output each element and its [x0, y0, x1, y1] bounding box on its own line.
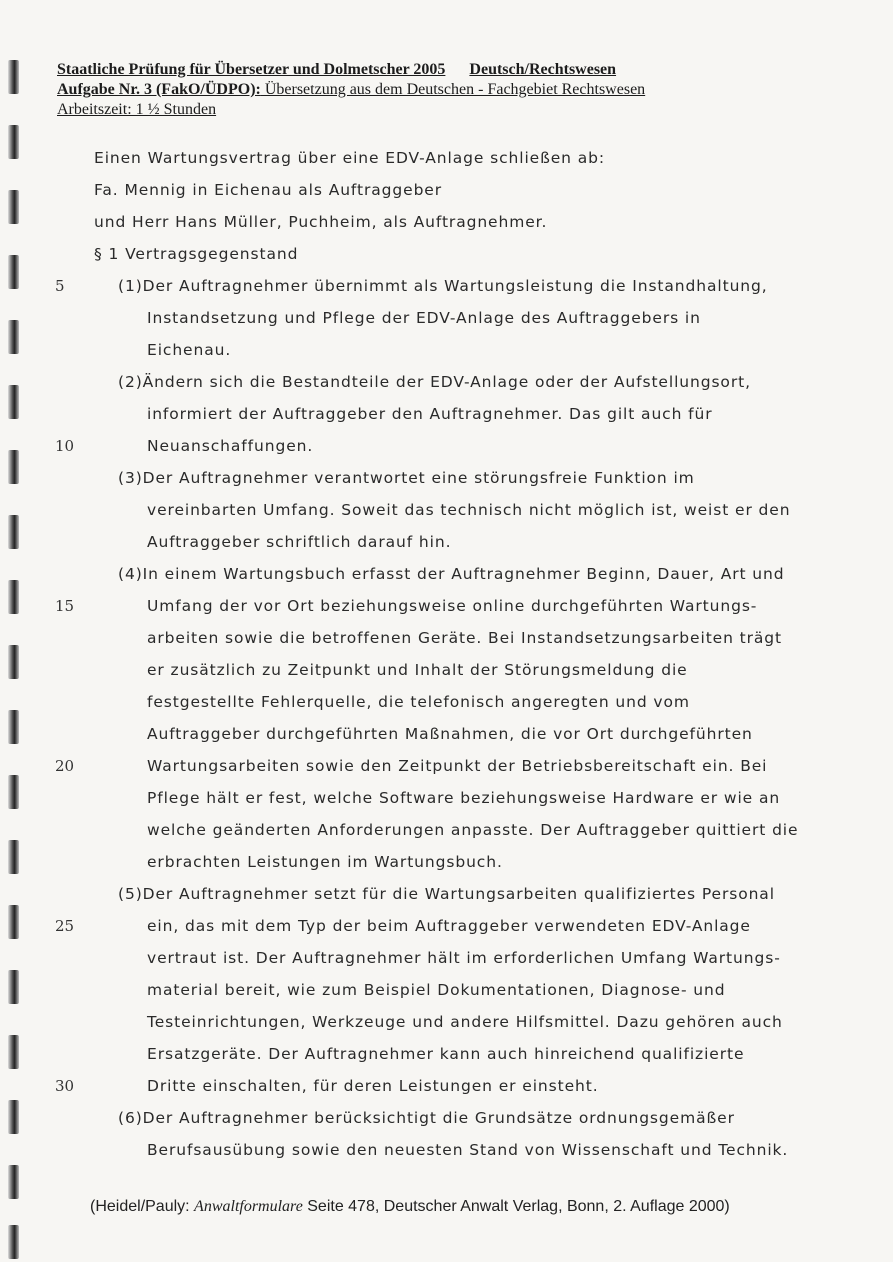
exam-header [57, 60, 757, 120]
text-line: und Herr Hans Müller, Puchheim, als Auftragnehmer. [94, 213, 548, 231]
text-line: Eichenau. [147, 341, 232, 359]
text-line: Auftraggeber durchgeführten Maßnahmen, die vor Ort durchgeführten [147, 725, 753, 743]
text-line: Umfang der vor Ort beziehungsweise online durchgeführten Wartungs- [147, 597, 758, 615]
text-line: welche geänderten Anforderungen anpasste. Der Auftraggeber quittiert die [147, 821, 799, 839]
text-line: material bereit, wie zum Beispiel Dokumentationen, Diagnose- und [147, 981, 726, 999]
text-line: (3)Der Auftragnehmer verantwortet eine störungsfreie Funktion im [118, 469, 695, 487]
text-line: Dritte einschalten, für deren Leistungen er einsteht. [147, 1077, 599, 1095]
text-line: Neuanschaffungen. [147, 437, 314, 455]
text-line: Fa. Mennig in Eichenau als Auftraggeber [94, 181, 443, 199]
header-title-line [57, 60, 757, 80]
text-line: Pflege hält er fest, welche Software beziehungsweise Hardware er wie an [147, 789, 781, 807]
binder-mark [8, 1165, 19, 1199]
line-number: 10 [55, 437, 75, 455]
binder-mark [8, 775, 19, 809]
line-number: 25 [55, 917, 75, 935]
text-line: ein, das mit dem Typ der beim Auftraggeber verwendeten EDV-Anlage [147, 917, 751, 935]
section-heading: § 1 Vertragsgegenstand [94, 245, 299, 263]
binder-holes [0, 0, 30, 1262]
header-task-line [57, 80, 757, 100]
citation-suffix: Seite 478, Deutscher Anwalt Verlag, Bonn, 2. Auflage 2000) [302, 1198, 730, 1215]
binder-mark [8, 1035, 19, 1069]
text-line: er zusätzlich zu Zeitpunkt und Inhalt der Störungsmeldung die [147, 661, 688, 679]
text-line: vereinbarten Umfang. Soweit das technisch nicht möglich ist, weist er den [147, 501, 791, 519]
text-line: Auftraggeber schriftlich darauf hin. [147, 533, 452, 551]
text-line: erbrachten Leistungen im Wartungsbuch. [147, 853, 503, 871]
citation-title: Anwaltformulare [194, 1198, 303, 1215]
binder-mark [8, 190, 19, 224]
text-line: arbeiten sowie die betroffenen Geräte. Bei Instandsetzungsarbeiten trägt [147, 629, 783, 647]
text-line: (5)Der Auftragnehmer setzt für die Wartungsarbeiten qualifiziertes Personal [118, 885, 775, 903]
text-line: vertraut ist. Der Auftragnehmer hält im erforderlichen Umfang Wartungs- [147, 949, 781, 967]
binder-mark [8, 255, 19, 289]
working-time: Arbeitszeit: 1 ½ Stunden [57, 101, 217, 118]
text-line: festgestellte Fehlerquelle, die telefonisch angeregten und vom [147, 693, 690, 711]
text-line: (4)In einem Wartungsbuch erfasst der Auftragnehmer Beginn, Dauer, Art und [118, 565, 785, 583]
text-line: Einen Wartungsvertrag über eine EDV-Anlage schließen ab: [94, 149, 605, 167]
text-line: (1)Der Auftragnehmer übernimmt als Wartungsleistung die Instandhaltung, [118, 277, 768, 295]
binder-mark [8, 320, 19, 354]
task-number: Aufgabe Nr. 3 (FakO/ÜDPO): [57, 81, 261, 98]
binder-mark [8, 125, 19, 159]
binder-mark [8, 385, 19, 419]
line-number: 15 [55, 597, 75, 615]
text-line: Instandsetzung und Pflege der EDV-Anlage des Auftraggebers in [147, 309, 701, 327]
text-line: Ersatzgeräte. Der Auftragnehmer kann auch hinreichend qualifizierte [147, 1045, 745, 1063]
binder-mark [8, 710, 19, 744]
text-line: Berufsausübung sowie den neuesten Stand von Wissenschaft und Technik. [147, 1141, 789, 1159]
binder-mark [8, 970, 19, 1004]
text-line: informiert der Auftraggeber den Auftragnehmer. Das gilt auch für [147, 405, 713, 423]
text-line: Wartungsarbeiten sowie den Zeitpunkt der Betriebsbereitschaft ein. Bei [147, 757, 768, 775]
binder-mark [8, 580, 19, 614]
source-citation [90, 1198, 730, 1216]
text-line: (6)Der Auftragnehmer berücksichtigt die Grundsätze ordnungsgemäßer [118, 1109, 735, 1127]
line-number: 5 [55, 277, 65, 295]
task-description: Übersetzung aus dem Deutschen - Fachgebiet Rechtswesen [260, 81, 646, 98]
line-number: 30 [55, 1077, 75, 1095]
exam-title: Staatliche Prüfung für Übersetzer und Dolmetscher 2005 [57, 61, 446, 78]
binder-mark [8, 60, 19, 94]
binder-mark [8, 1225, 19, 1259]
binder-mark [8, 515, 19, 549]
binder-mark [8, 840, 19, 874]
line-number: 20 [55, 757, 75, 775]
exam-subject: Deutsch/Rechtswesen [469, 61, 617, 78]
binder-mark [8, 905, 19, 939]
binder-mark [8, 1100, 19, 1134]
binder-mark [8, 645, 19, 679]
text-line: (2)Ändern sich die Bestandteile der EDV-Anlage oder der Aufstellungsort, [118, 373, 751, 391]
text-line: Testeinrichtungen, Werkzeuge und andere Hilfsmittel. Dazu gehören auch [147, 1013, 783, 1031]
binder-mark [8, 450, 19, 484]
citation-prefix: (Heidel/Pauly: [90, 1198, 195, 1215]
